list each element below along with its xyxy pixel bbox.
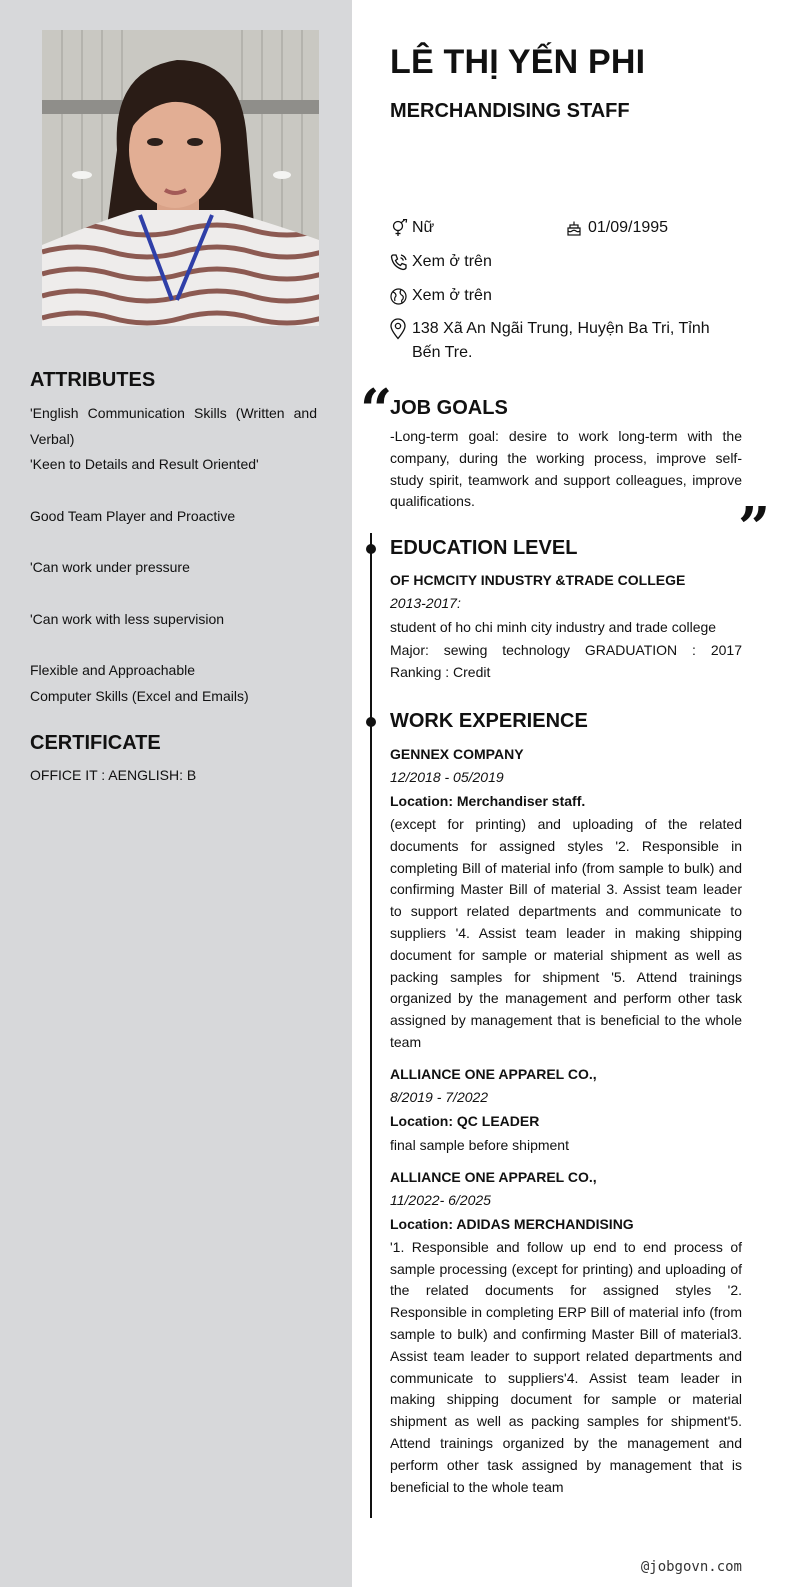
job-goals-section (390, 395, 742, 513)
attribute-item: 'Can work under pressure (30, 559, 190, 576)
gender-value: Nữ (412, 219, 435, 236)
job-description: '1. Responsible and follow up end to end process of sample processing (except for printing) and uploading of the related documents for assigned styles '2. Responsible in completing ERP Bill of material info (from sample to bulk) and confirming Master Bill of material3. Assist team leader to support related departments and communicate to suppliers'4. Assist team leader in making shipping document for sample or material shipment as well as packing samples for shipment'5. Attend trainings organized by the management and perform other task assigned by management that is beneficial to the whole team (390, 1238, 742, 1495)
attribute-item: 'Can work with less supervision (30, 610, 225, 627)
birthday-row (566, 216, 668, 240)
job-location: Location: ADIDAS MERCHANDISING (390, 1215, 634, 1232)
attributes-title: ATTRIBUTES (30, 369, 156, 391)
website-value: Xem ở trên (412, 287, 492, 304)
job-location: Location: QC LEADER (390, 1112, 540, 1129)
education-line: student of ho chi minh city industry and trade college (390, 619, 717, 635)
candidate-name: LÊ THỊ YẾN PHI (390, 43, 646, 81)
profile-photo (42, 30, 319, 326)
timeline-dot (366, 717, 376, 727)
job-description: (except for printing) and uploading of the related documents for assigned styles '2. Responsible in completing Bill of material info (from sample to bulk) and confirming Master Bill of material 3. Assist team leader to support related departments and communicate to suppliers '4. Assist team leader in making shipping document for sample or material shipment as well as packing samples for shipment '5. Attend trainings organized by the management and perform other task assigned by management that is beneficial to the whole team (390, 816, 742, 1050)
globe-icon (390, 284, 412, 308)
phone-row (390, 250, 492, 274)
job-company: GENNEX COMPANY (390, 746, 524, 762)
address-row (390, 317, 742, 365)
footer-watermark: @jobgovn.com (640, 1559, 742, 1575)
job-company: ALLIANCE ONE APPAREL CO., (390, 1168, 597, 1185)
work-title: WORK EXPERIENCE (390, 710, 588, 732)
phone-icon (390, 250, 412, 274)
birthday-value: 01/09/1995 (588, 219, 669, 236)
phone-value: Xem ở trên (412, 253, 492, 270)
job-period: 12/2018 - 05/2019 (390, 769, 504, 785)
close-quote-icon: ” (738, 495, 771, 561)
attribute-item: Good Team Player and Proactive (30, 507, 236, 524)
job-period: 8/2019 - 7/2022 (390, 1088, 489, 1105)
attribute-item: Computer Skills (Excel and Emails) (30, 687, 249, 704)
job-goals-text: -Long-term goal: desire to work long-term with the company, during the working process, improve self-study spirit, teamwork and support colleagues, improve qualifications. (390, 428, 742, 510)
timeline-line (370, 533, 372, 1518)
timeline-dot (366, 544, 376, 554)
job-company: ALLIANCE ONE APPAREL CO., (390, 1065, 597, 1082)
job-entry (390, 1063, 742, 1157)
open-quote-icon: “ (360, 377, 393, 443)
website-row (390, 284, 492, 308)
gender-icon (390, 216, 412, 240)
education-period: 2013-2017: (390, 595, 461, 611)
candidate-title: MERCHANDISING STAFF (390, 100, 630, 122)
work-section (390, 708, 742, 1498)
certificate-title: CERTIFICATE (30, 732, 161, 754)
job-entry (390, 743, 742, 1054)
attribute-item: Flexible and Approachable (30, 661, 196, 678)
job-location: Location: Merchandiser staff. (390, 793, 586, 809)
address-value: 138 Xã An Ngãi Trung, Huyện Ba Tri, Tỉnh Bến Tre. (412, 320, 710, 361)
map-pin-icon (390, 317, 412, 341)
job-entry (390, 1166, 742, 1499)
job-period: 11/2022- 6/2025 (390, 1191, 491, 1208)
attributes-section (30, 367, 317, 709)
attribute-item: 'Keen to Details and Result Oriented' (30, 456, 259, 473)
certificate-item: OFFICE IT : AENGLISH: B (30, 767, 197, 783)
education-school: OF HCMCITY INDUSTRY &TRADE COLLEGE (390, 572, 686, 588)
cake-icon (566, 216, 588, 240)
education-title: EDUCATION LEVEL (390, 537, 578, 559)
certificate-section (30, 730, 317, 786)
attribute-item: 'English Communication Skills (Written and Verbal) (30, 405, 317, 447)
gender-row (390, 216, 434, 240)
education-section (390, 535, 742, 684)
job-description: final sample before shipment (390, 1136, 569, 1153)
education-line: Major: sewing technology GRADUATION : 2017 Ranking : Credit (390, 642, 742, 680)
job-goals-title: JOB GOALS (390, 397, 508, 419)
